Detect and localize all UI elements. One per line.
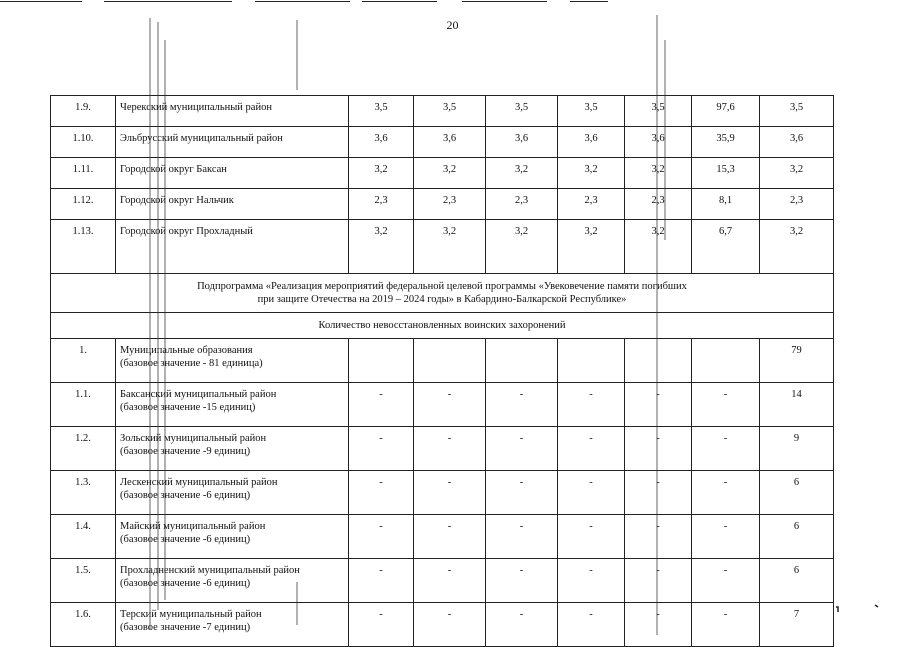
row-number: 1. [51, 339, 116, 383]
row-name [116, 427, 349, 471]
row-value: 3,6 [760, 127, 834, 158]
row-name: Городской округ Нальчик [116, 189, 349, 220]
row-name [116, 383, 349, 427]
row-value: - [486, 471, 558, 515]
scan-line [362, 1, 437, 2]
row-base-value: (базовое значение -7 единиц) [120, 622, 251, 633]
row-name: Городской округ Баксан [116, 158, 349, 189]
table-row [51, 339, 834, 383]
row-value: - [625, 471, 692, 515]
row-name-line: Муниципальные образования [120, 345, 253, 356]
row-value: 3,2 [625, 220, 692, 274]
row-value: 3,2 [414, 220, 486, 274]
row-name-line: Лескенский муниципальный район [120, 477, 278, 488]
subprogram-line: Подпрограмма «Реализация мероприятий федеральной целевой программы «Увековечение памяти погибших [197, 281, 687, 292]
row-value: 35,9 [692, 127, 760, 158]
row-value: 6 [760, 515, 834, 559]
row-name-line: Терский муниципальный район [120, 609, 262, 620]
row-name-line: Прохладненский муниципальный район [120, 565, 300, 576]
row-number: 1.11. [51, 158, 116, 189]
row-value: - [558, 559, 625, 603]
row-value: 3,2 [558, 220, 625, 274]
row-value: - [692, 383, 760, 427]
scan-line [462, 1, 547, 2]
row-number: 1.6. [51, 603, 116, 647]
row-value: - [558, 383, 625, 427]
row-value: - [486, 515, 558, 559]
row-value [692, 339, 760, 383]
row-value: 3,5 [349, 96, 414, 127]
row-number: 1.1. [51, 383, 116, 427]
row-value: - [349, 383, 414, 427]
row-value: - [558, 427, 625, 471]
row-value: - [349, 471, 414, 515]
row-value: - [414, 383, 486, 427]
row-value [558, 339, 625, 383]
row-value: - [625, 559, 692, 603]
row-value: - [414, 515, 486, 559]
row-value: - [486, 603, 558, 647]
row-value: - [558, 603, 625, 647]
table-row [51, 559, 834, 603]
row-value: - [692, 471, 760, 515]
row-value: 3,6 [486, 127, 558, 158]
row-base-value: (базовое значение -6 единиц) [120, 578, 251, 589]
row-value: 3,2 [760, 158, 834, 189]
row-value: 3,5 [760, 96, 834, 127]
subprogram-line: при защите Отечества на 2019 – 2024 годы» в Кабардино-Балкарской Республике» [257, 294, 627, 305]
row-value: 6 [760, 471, 834, 515]
row-base-value: (базовое значение -6 единиц) [120, 490, 251, 501]
scan-line [570, 1, 608, 2]
row-value: 3,6 [625, 127, 692, 158]
row-value: - [486, 427, 558, 471]
table-row [51, 158, 834, 189]
table-row [51, 471, 834, 515]
row-base-value: (базовое значение -6 единиц) [120, 534, 251, 545]
row-name [116, 339, 349, 383]
row-value: - [414, 427, 486, 471]
row-value: - [692, 603, 760, 647]
row-value: 3,2 [486, 220, 558, 274]
row-value: 79 [760, 339, 834, 383]
row-value: 2,3 [625, 189, 692, 220]
row-value: - [625, 427, 692, 471]
row-base-value: (базовое значение - 81 единица) [120, 358, 263, 369]
row-value: 3,5 [414, 96, 486, 127]
row-value: - [692, 427, 760, 471]
data-table [50, 95, 834, 647]
scan-line [255, 1, 350, 2]
row-value: 3,2 [625, 158, 692, 189]
row-number: 1.5. [51, 559, 116, 603]
row-value: - [349, 559, 414, 603]
row-number: 1.12. [51, 189, 116, 220]
row-value: 2,3 [558, 189, 625, 220]
row-value: - [625, 515, 692, 559]
table-row [51, 427, 834, 471]
row-name: Эльбрусский муниципальный район [116, 127, 349, 158]
row-value: 2,3 [760, 189, 834, 220]
row-number: 1.4. [51, 515, 116, 559]
row-value: - [349, 515, 414, 559]
row-value: 97,6 [692, 96, 760, 127]
subprogram-row [51, 274, 834, 313]
row-value [625, 339, 692, 383]
table-row [51, 127, 834, 158]
row-value: 9 [760, 427, 834, 471]
row-value: 3,5 [558, 96, 625, 127]
row-value: 3,5 [625, 96, 692, 127]
scan-line [0, 1, 82, 2]
table-row [51, 96, 834, 127]
row-name-line: Майский муниципальный район [120, 521, 266, 532]
row-value: - [414, 559, 486, 603]
table-row [51, 515, 834, 559]
row-value: 14 [760, 383, 834, 427]
row-number: 1.10. [51, 127, 116, 158]
row-value: 2,3 [486, 189, 558, 220]
row-value: 3,2 [558, 158, 625, 189]
table-row [51, 383, 834, 427]
row-value [349, 339, 414, 383]
row-base-value: (базовое значение -9 единиц) [120, 446, 251, 457]
row-value: 3,2 [414, 158, 486, 189]
row-value: - [558, 515, 625, 559]
row-value: 3,5 [486, 96, 558, 127]
table-row [51, 220, 834, 274]
row-value: 3,2 [486, 158, 558, 189]
indicator-row [51, 313, 834, 339]
row-value: - [414, 603, 486, 647]
row-value: 6,7 [692, 220, 760, 274]
row-value: 3,6 [558, 127, 625, 158]
row-value: - [625, 603, 692, 647]
row-name [116, 515, 349, 559]
row-value: 7 [760, 603, 834, 647]
row-number: 1.2. [51, 427, 116, 471]
row-name-line: Баксанский муниципальный район [120, 389, 277, 400]
row-value: - [349, 427, 414, 471]
row-value: 3,2 [349, 220, 414, 274]
subprogram-title [51, 274, 834, 313]
row-value: 15,3 [692, 158, 760, 189]
row-value [486, 339, 558, 383]
page-number: 20 [446, 18, 459, 32]
row-value: - [558, 471, 625, 515]
row-name: Городской округ Прохладный [116, 220, 349, 274]
row-value: - [414, 471, 486, 515]
row-value: 3,6 [349, 127, 414, 158]
row-value: 3,6 [414, 127, 486, 158]
row-base-value: (базовое значение -15 единиц) [120, 402, 256, 413]
row-value: - [486, 559, 558, 603]
row-value: - [625, 383, 692, 427]
row-value: 8,1 [692, 189, 760, 220]
indicator-title: Количество невосстановленных воинских захоронений [51, 313, 834, 339]
row-value: 2,3 [349, 189, 414, 220]
row-name [116, 471, 349, 515]
row-value: - [692, 515, 760, 559]
row-name [116, 559, 349, 603]
row-name-line: Зольский муниципальный район [120, 433, 267, 444]
row-name: Черекский муниципальный район [116, 96, 349, 127]
row-value: - [692, 559, 760, 603]
table-row [51, 189, 834, 220]
scan-line [104, 1, 232, 2]
row-value: - [349, 603, 414, 647]
row-number: 1.9. [51, 96, 116, 127]
row-value: 3,2 [349, 158, 414, 189]
row-number: 1.13. [51, 220, 116, 274]
row-number: 1.3. [51, 471, 116, 515]
row-value: 6 [760, 559, 834, 603]
row-value: 2,3 [414, 189, 486, 220]
row-value: - [486, 383, 558, 427]
row-value: 3,2 [760, 220, 834, 274]
row-value [414, 339, 486, 383]
